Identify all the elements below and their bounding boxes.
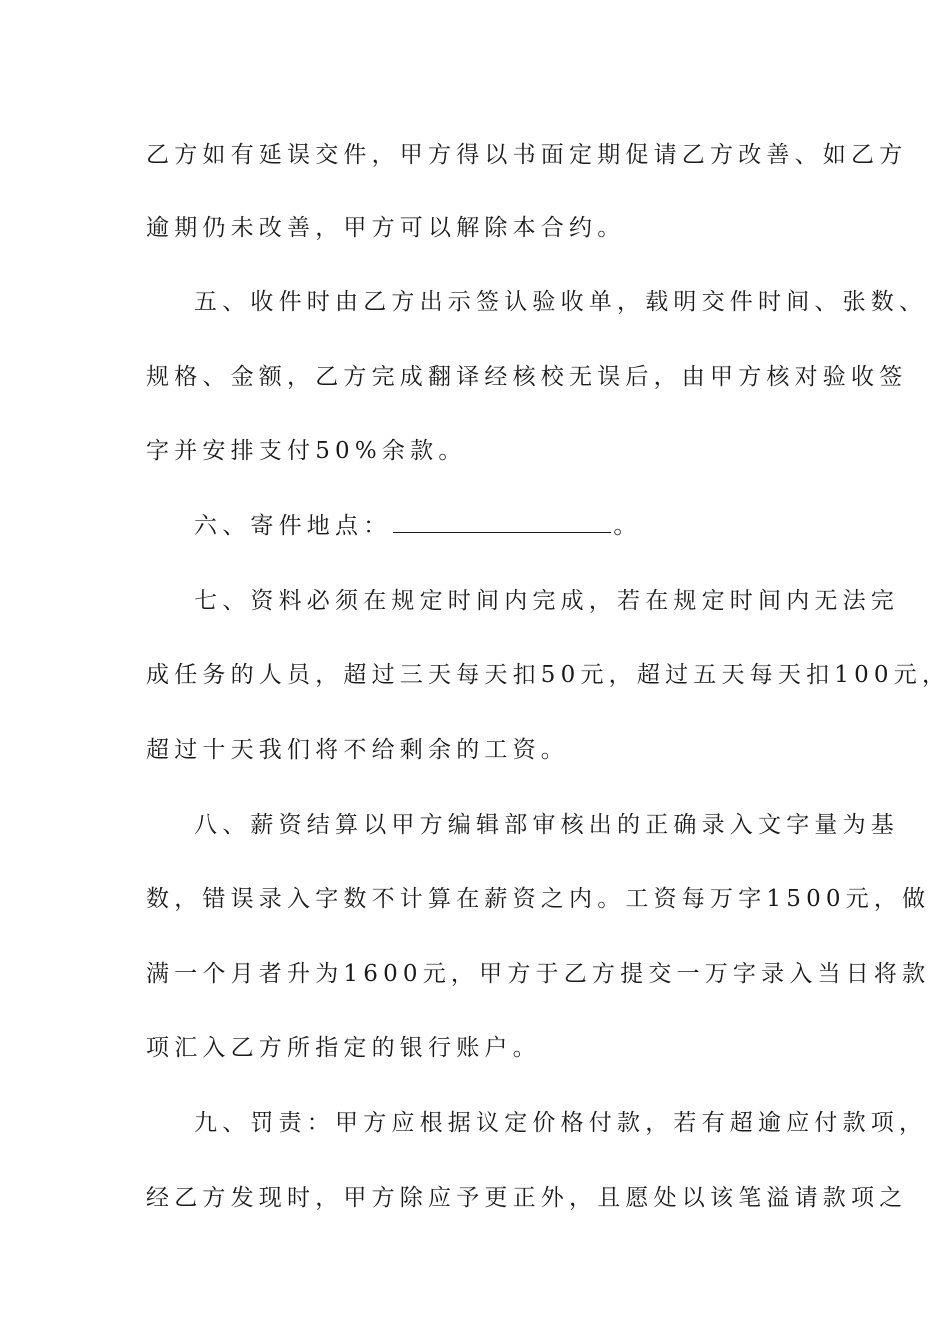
paragraph-line: 规格、金额，乙方完成翻译经核校无误后，由甲方核对验收签 [146,364,908,390]
clause-8-line: 八、薪资结算以甲方编辑部审核出的正确录入文字量为基 [194,812,899,838]
paragraph-line: 超过十天我们将不给剩余的工资。 [146,737,569,763]
clause-7-line: 七、资料必须在规定时间内完成，若在规定时间内无法完 [194,588,899,614]
paragraph-line: 满一个月者升为1600元，甲方于乙方提交一万字录入当日将款 [146,961,931,987]
clause-6-line [194,511,642,541]
clause-9-line: 九、罚责：甲方应根据议定价格付款，若有超逾应付款项， [194,1110,928,1136]
paragraph-line: 项汇入乙方所指定的银行账户。 [146,1035,541,1061]
paragraph-line: 经乙方发现时，甲方除应予更正外，且愿处以该笔溢请款项之 [146,1185,908,1211]
paragraph-line: 逾期仍未改善，甲方可以解除本合约。 [146,215,626,241]
paragraph-line: 乙方如有延误交件，甲方得以书面定期促请乙方改善、如乙方 [146,142,908,168]
paragraph-line: 数，错误录入字数不计算在薪资之内。工资每万字1500元，做 [146,886,931,912]
clause-6-end: 。 [613,513,642,539]
address-blank [393,512,611,533]
clause-5-line: 五、收件时由乙方出示签认验收单，载明交件时间、张数、 [194,289,928,315]
clause-6-label: 六、寄件地点： [194,513,392,539]
paragraph-line: 字并安排支付50%余款。 [146,438,467,464]
paragraph-line: 成任务的人员，超过三天每天扣50元，超过五天每天扣100元， [146,662,950,688]
